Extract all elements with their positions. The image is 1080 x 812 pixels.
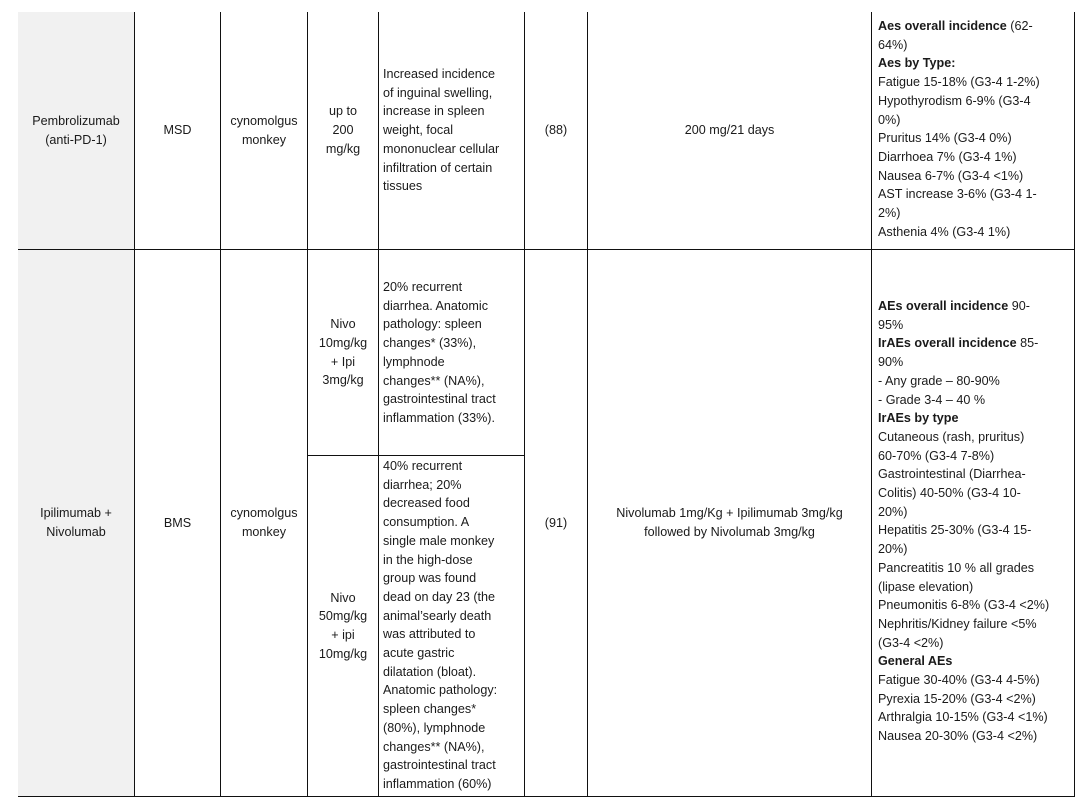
ae-text: Pyrexia 15-20% (G3-4 <2%) [878,691,1036,706]
ae-text: Pruritus 14% (G3-4 0%) [878,131,1012,146]
ae-item [878,708,1072,727]
preclinical-dose: Nivo 50mg/kg + ipi 10mg/kg [318,590,368,661]
dose-cell [308,250,378,455]
ae-text: Hepatitis 25-30% (G3-4 15- 20%) [878,523,1032,557]
ae-item [878,223,1072,242]
ae-item [878,185,1072,222]
ae-text: 85- 90% [878,336,1039,370]
ae-item [878,521,1072,558]
ae-heading: Aes by Type: [878,56,956,71]
ae-item [878,334,1072,371]
company-name: MSD [163,123,192,138]
ae-item [878,596,1072,615]
ae-item [878,372,1072,391]
ae-text: Fatigue 15-18% (G3-4 1-2%) [878,75,1040,90]
ae-text: Fatigue 30-40% (G3-4 4-5%) [878,673,1040,688]
ae-text: Asthenia 4% (G3-4 1%) [878,224,1011,239]
ae-text: 90- 95% [878,299,1030,332]
findings-cell [383,457,523,795]
findings-cell [383,278,523,453]
ae-item [878,148,1072,167]
clinical-dose: Nivolumab 1mg/Kg + Ipilimumab 3mg/kg followed by Nivolumab 3mg/kg [616,506,843,539]
ae-item [878,92,1072,129]
company-cell [135,12,220,249]
ae-text: Arthralgia 10-15% (G3-4 <1%) [878,710,1048,725]
clinical-dose: 200 mg/21 days [684,123,775,138]
col-line [378,12,379,796]
aes-list [878,17,1072,241]
ae-item [878,17,1072,54]
preclinical-findings: 40% recurrent diarrhea; 20% decreased food consumption. A single male monkey in the high-dose group was found dead on day 23 (the animal’searly death was attributed to acute gastric dilatation (bloat). Anatomic pathology: spleen changes* (80%), lymphnode changes** (NA%), gastrointestinal tract inflammation (60%) [383,459,498,791]
ae-text: Pancreatitis 10 % all grades (lipase elevation) [878,560,1035,594]
ae-item [878,428,1072,465]
findings-cell [383,12,523,249]
reference: (91) [544,515,568,530]
ae-text: - Any grade – 80-90% [878,373,1000,388]
ae-item [878,652,1072,671]
aes-list [878,297,1072,746]
ae-item [878,727,1072,746]
ae-text: AST increase 3-6% (G3-4 1- 2%) [878,187,1037,221]
ae-item [878,690,1072,709]
ae-text: Cutaneous (rash, pruritus) 60-70% (G3-4 7-8%) [878,429,1025,463]
dose-cell [308,456,378,796]
reference: (88) [544,123,568,138]
ae-text: Nausea 6-7% (G3-4 <1%) [878,168,1024,183]
ae-item [878,167,1072,186]
ae-item [878,391,1072,410]
species-name: cynomolgus monkey [230,113,298,147]
drug-name: Pembrolizumab (anti-PD-1) [32,113,120,147]
ae-text: - Grade 3-4 – 40 % [878,392,986,407]
drug-cell [18,12,134,249]
ref-cell [525,250,587,796]
ae-item [878,615,1072,652]
company-cell [135,250,220,796]
ae-text: Nausea 20-30% (G3-4 <2%) [878,729,1038,744]
ae-heading: AEs overall incidence [878,299,1009,313]
ae-text: (62- 64%) [878,19,1033,52]
ae-heading: General AEs [878,654,953,669]
ae-item [878,129,1072,148]
preclinical-dose: up to 200 mg/kg [325,104,361,156]
ae-item [878,465,1072,521]
preclinical-findings: 20% recurrent diarrhea. Anatomic pathology: spleen changes* (33%), lymphnode changes** (NA%), gastrointestinal tract inflammation (33%). [383,280,496,425]
ae-heading: IrAEs by type [878,411,959,426]
company-name: BMS [163,515,192,530]
ae-heading: IrAEs overall incidence [878,336,1017,351]
ae-text: Nephritis/Kidney failure <5% (G3-4 <2%) [878,616,1037,650]
ae-item [878,671,1072,690]
ae-text: Hypothyrodism 6-9% (G3-4 0%) [878,93,1031,127]
preclinical-dose: Nivo 10mg/kg + Ipi 3mg/kg [318,317,368,388]
ae-item [878,559,1072,596]
col-line [1074,12,1075,796]
ref-cell [525,12,587,249]
row-line [18,796,1075,797]
ae-item [878,73,1072,92]
ae-item [878,409,1072,428]
aes-cell [878,297,1072,793]
ae-text: Diarrhoea 7% (G3-4 1%) [878,149,1017,164]
preclinical-findings: Increased incidence of inguinal swelling, increase in spleen weight, focal mononuclear cellular infiltration of certain tissues [383,67,500,194]
species-name: cynomolgus monkey [230,506,298,539]
species-cell [221,250,307,796]
ae-text: Gastrointestinal (Diarrhea- Colitis) 40-50% (G3-4 10- 20%) [878,467,1026,519]
drug-cell [18,250,134,796]
aes-cell [878,17,1072,247]
drug-name: Ipilimumab + Nivolumab [40,506,112,539]
ae-text: Pneumonitis 6-8% (G3-4 <2%) [878,598,1050,613]
clinical-dose-cell [588,12,871,249]
dose-cell [308,12,378,249]
ae-heading: Aes overall incidence [878,19,1007,33]
col-line [871,12,872,796]
ae-item [878,54,1072,73]
ae-item [878,297,1072,334]
clinical-dose-cell [588,250,871,796]
species-cell [221,12,307,249]
